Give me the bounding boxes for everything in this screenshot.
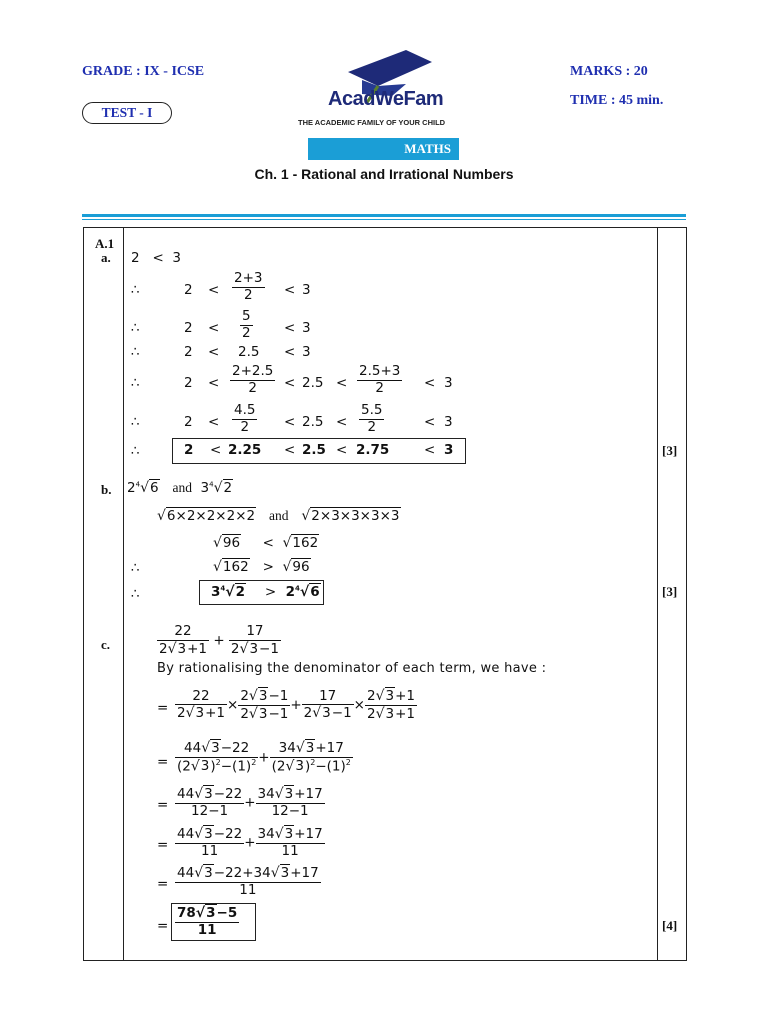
test-badge: TEST - I (82, 102, 172, 124)
c-step-5: $\frac{44√3-22+34√3+17}{11}$ (177, 865, 319, 898)
b-line-3: √96 < √162 (213, 535, 319, 551)
a-l2-left: 2 (184, 282, 193, 298)
c-step-1: $\frac{22}{2√3+1}$ × $\frac{2√3-1}{2√3-1}$ + $\frac{17}{2√3-1}$ × $\frac{2√3+1}{2√3+1}$ (177, 687, 415, 722)
a-l4-left: 2 (184, 344, 193, 360)
a-l5-right: 3 (444, 375, 453, 391)
a-l5-lt4: < (424, 375, 436, 391)
part-c-marks: [4] (662, 918, 678, 933)
a-l6-right: 3 (444, 414, 453, 430)
a-l2-lt2: < (284, 282, 296, 298)
a-l3-lt2: < (284, 320, 296, 336)
a-l3-lt: < (208, 320, 220, 336)
part-b-label: b. (101, 482, 112, 497)
c-step-6: $\frac{78√3-5}{11}$ (177, 905, 238, 938)
a-l6-lt: < (208, 414, 220, 430)
therefore-symbol: ∴ (131, 443, 140, 459)
therefore-symbol: ∴ (131, 414, 140, 430)
equals-sign: = (157, 918, 169, 934)
a-l4-lt2: < (284, 344, 296, 360)
equals-sign: = (157, 837, 169, 853)
part-a-marks: [3] (662, 443, 678, 458)
a-l6-lt4: < (424, 414, 436, 430)
part-c-label: c. (101, 637, 111, 652)
equals-sign: = (157, 754, 169, 770)
a-l2-right: 3 (302, 282, 311, 298)
a-l4-lt: < (208, 344, 220, 360)
a-l7-v2: 2.75 (356, 442, 390, 458)
a-l2-lt: < (208, 282, 220, 298)
subject-bar (308, 138, 459, 160)
therefore-symbol: ∴ (131, 586, 140, 602)
b-line-5: $3^4√2$ > $2^4√6$ (211, 584, 320, 600)
a-l5-lt: < (208, 375, 220, 391)
b-line-1: $2^4√6$ and $3^4√2$ (127, 480, 233, 496)
a-l5-lt3: < (336, 375, 348, 391)
b-line-4: √162 > √96 (213, 559, 310, 575)
a-l7-left: 2 (184, 442, 194, 458)
a-l5-fraction-2: $\frac{2.5+3}{2}$ (359, 363, 401, 396)
b-line-2: √6×2×2×2×2 and √2×3×3×3×3 (157, 508, 400, 524)
a-l3-left: 2 (184, 320, 193, 336)
equals-sign: = (157, 700, 169, 716)
a-l6-lt2: < (284, 414, 296, 430)
a-l4-mid: 2.5 (238, 344, 260, 360)
c-step-3: $\frac{44√3-22}{12-1}$ + $\frac{34√3+17}{12-1}$ (177, 786, 323, 819)
c-step-4: $\frac{44√3-22}{11}$ + $\frac{34√3+17}{11}$ (177, 826, 323, 859)
c-rationalise-text: By rationalising the denominator of each term, we have : (157, 661, 547, 676)
chapter-title: Ch. 1 - Rational and Irrational Numbers (254, 166, 514, 182)
brand-tagline: THE ACADEMIC FAMILY OF YOUR CHILD (298, 118, 446, 127)
a-l7-v1: 2.25 (228, 442, 262, 458)
equals-sign: = (157, 797, 169, 813)
therefore-symbol: ∴ (131, 344, 140, 360)
part-b-marks: [3] (662, 584, 678, 599)
c-step-2: $\frac{44√3-22}{(2√3)^2-(1)^2}$ + $\frac{34√3+17}{(2√3)^2-(1)^2}$ (177, 740, 351, 775)
a-l3-right: 3 (302, 320, 311, 336)
divider-bottom (82, 219, 686, 220)
a-l5-mid: 2.5 (302, 375, 324, 391)
a-l7-right: 3 (444, 442, 454, 458)
a-l6-mid: 2.5 (302, 414, 324, 430)
answer-table (83, 227, 687, 961)
table-col-divider-left (123, 227, 124, 961)
grade-label: GRADE : IX - ICSE (82, 64, 205, 79)
a-l6-left: 2 (184, 414, 193, 430)
a-l7-mid: 2.5 (302, 442, 326, 458)
a-l4-right: 3 (302, 344, 311, 360)
brand-name: AcadWeFam (328, 88, 444, 110)
therefore-symbol: ∴ (131, 282, 140, 298)
subject-label: MATHS (404, 141, 451, 156)
equals-sign: = (157, 876, 169, 892)
a-l6-lt3: < (336, 414, 348, 430)
a-l7-lt2: < (284, 442, 296, 458)
a-l5-lt2: < (284, 375, 296, 391)
therefore-symbol: ∴ (131, 375, 140, 391)
a-l7-lt: < (210, 442, 222, 458)
a-l6-fraction-1: $\frac{4.5}{2}$ (234, 402, 256, 435)
a-l6-fraction-2: $\frac{5.5}{2}$ (361, 402, 383, 435)
table-col-divider-right (657, 227, 658, 961)
a-l5-left: 2 (184, 375, 193, 391)
divider-top (82, 214, 686, 217)
therefore-symbol: ∴ (131, 320, 140, 336)
marks-label: MARKS : 20 (570, 64, 648, 79)
a-l5-fraction-1: $\frac{2+2.5}{2}$ (232, 363, 274, 396)
a-l3-fraction: $\frac{5}{2}$ (242, 308, 251, 341)
a-l7-lt3: < (336, 442, 348, 458)
c-question: $\frac{22}{2√3+1}$ + $\frac{17}{2√3-1}$ (159, 623, 279, 657)
answer-label: A.1 (95, 236, 115, 251)
a-l7-lt4: < (424, 442, 436, 458)
a-line-1: 2 < 3 (131, 250, 181, 266)
therefore-symbol: ∴ (131, 560, 140, 576)
part-a-label: a. (101, 250, 111, 265)
time-label: TIME : 45 min. (570, 93, 664, 108)
a-l2-fraction: $\frac{2+3}{2}$ (234, 270, 263, 303)
